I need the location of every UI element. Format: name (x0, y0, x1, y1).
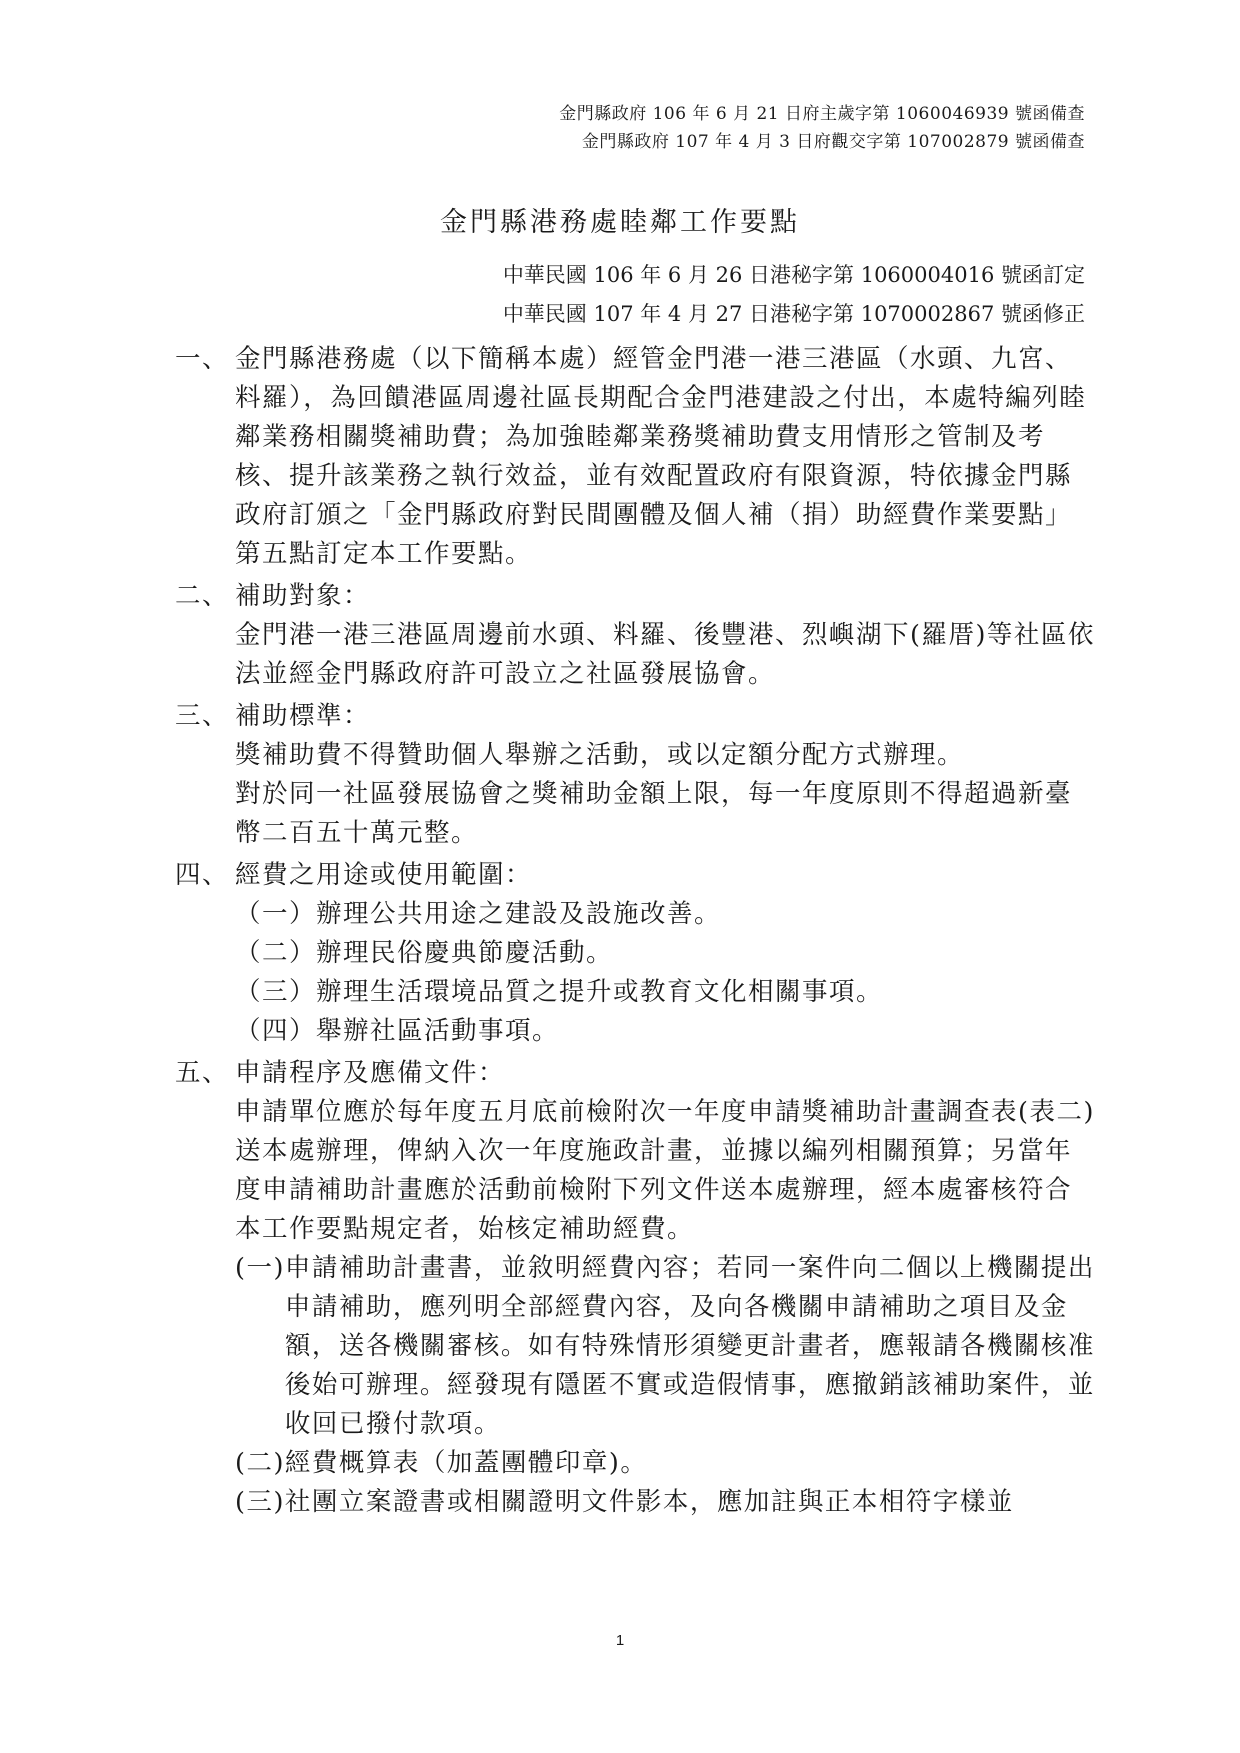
item-number: （四） (235, 1016, 317, 1046)
section-3 (175, 697, 1097, 736)
section-heading: 補助對象： (235, 581, 371, 611)
usage-list (235, 895, 1097, 1051)
document-title: 金門縣港務處睦鄰工作要點 (440, 207, 800, 238)
page-number: 1 (615, 1632, 625, 1649)
enactment-date: 中華民國 106 年 6 月 26 日港秘字第 1060004016 號函訂定 (502, 263, 1085, 287)
list-item (235, 1444, 1097, 1483)
section-number: 四、 (175, 860, 230, 890)
filing-note: 金門縣政府 106 年 6 月 21 日府主歲字第 1060046939 號函備查 (559, 104, 1085, 124)
item-number: (二) (235, 1448, 285, 1478)
section-heading: 經費之用途或使用範圍： (235, 860, 533, 890)
filing-notes (559, 100, 1085, 156)
section-number: 一、 (175, 344, 230, 374)
section-paragraph: 金門港一港三港區周邊前水頭、料羅、後豐港、烈嶼湖下(羅厝)等社區依法並經金門縣政府許可設立之社區發展協會。 (235, 620, 1095, 689)
item-text: 舉辦社區活動事項。 (316, 1016, 560, 1046)
item-number: (一) (235, 1253, 285, 1283)
list-item (235, 1249, 1097, 1444)
section-5 (175, 1054, 1097, 1093)
section-paragraph: 申請單位應於每年度五月底前檢附次一年度申請獎補助計畫調查表(表二)送本處辦理，俾納入次一年度施政計畫，並據以編列相關預算；另當年度申請補助計畫應於活動前檢附下列文件送本處辦理，經本處審核符合本工作要點規定者，始核定補助經費。 (235, 1097, 1095, 1244)
section-number: 三、 (175, 701, 230, 731)
list-item (235, 934, 1097, 973)
item-number: (三) (235, 1487, 285, 1517)
item-number: （二） (235, 938, 317, 968)
filing-note: 金門縣政府 107 年 4 月 3 日府觀交字第 107002879 號函備查 (581, 132, 1085, 152)
section-2 (175, 577, 1097, 616)
section-number: 二、 (175, 581, 230, 611)
section-paragraph: 對於同一社區發展協會之獎補助金額上限，每一年度原則不得超過新臺幣二百五十萬元整。 (235, 779, 1073, 848)
item-text: 經費概算表（加蓋團體印章)。 (284, 1448, 648, 1478)
section-heading: 補助標準： (235, 701, 371, 731)
list-item (235, 973, 1097, 1012)
item-number: （一） (235, 899, 317, 929)
section-4 (175, 856, 1097, 895)
list-item (235, 1483, 1097, 1522)
document-body (175, 340, 1097, 1522)
item-text: 社團立案證書或相關證明文件影本，應加註與正本相符字樣並 (284, 1487, 1014, 1517)
list-item (235, 1012, 1097, 1051)
item-text: 辦理生活環境品質之提升或教育文化相關事項。 (316, 977, 884, 1007)
section-heading: 申請程序及應備文件： (235, 1058, 506, 1088)
section-number: 五、 (175, 1058, 230, 1088)
item-text: 辦理民俗慶典節慶活動。 (316, 938, 614, 968)
section-paragraph: 獎補助費不得贊助個人舉辦之活動，或以定額分配方式辦理。 (235, 740, 965, 770)
documents-list (235, 1249, 1097, 1522)
section-1 (175, 340, 1097, 574)
item-text: 辦理公共用途之建設及設施改善。 (316, 899, 722, 929)
item-text: 申請補助計畫書，並敘明經費內容；若同一案件向二個以上機關提出申請補助，應列明全部經費內容，及向各機關申請補助之項目及金額，送各機關審核。如有特殊情形須變更計畫者，應報請各機關核准後始可辦理。經發現有隱匿不實或造假情事，應撤銷該補助案件，並收回已撥付款項。 (284, 1253, 1095, 1439)
item-number: （三） (235, 977, 317, 1007)
amendment-date: 中華民國 107 年 4 月 27 日港秘字第 1070002867 號函修正 (502, 302, 1085, 326)
list-item (235, 895, 1097, 934)
enactment-dates (503, 256, 1085, 334)
section-text: 金門縣港務處（以下簡稱本處）經管金門港一港三港區（水頭、九宮、料羅），為回饋港區周邊社區長期配合金門港建設之付出，本處特編列睦鄰業務相關獎補助費；為加強睦鄰業務獎補助費支用情形之管制及考核、提升該業務之執行效益，並有效配置政府有限資源，特依據金門縣政府訂頒之「金門縣政府對民間團體及個人補（捐）助經費作業要點」第五點訂定本工作要點。 (235, 344, 1087, 569)
